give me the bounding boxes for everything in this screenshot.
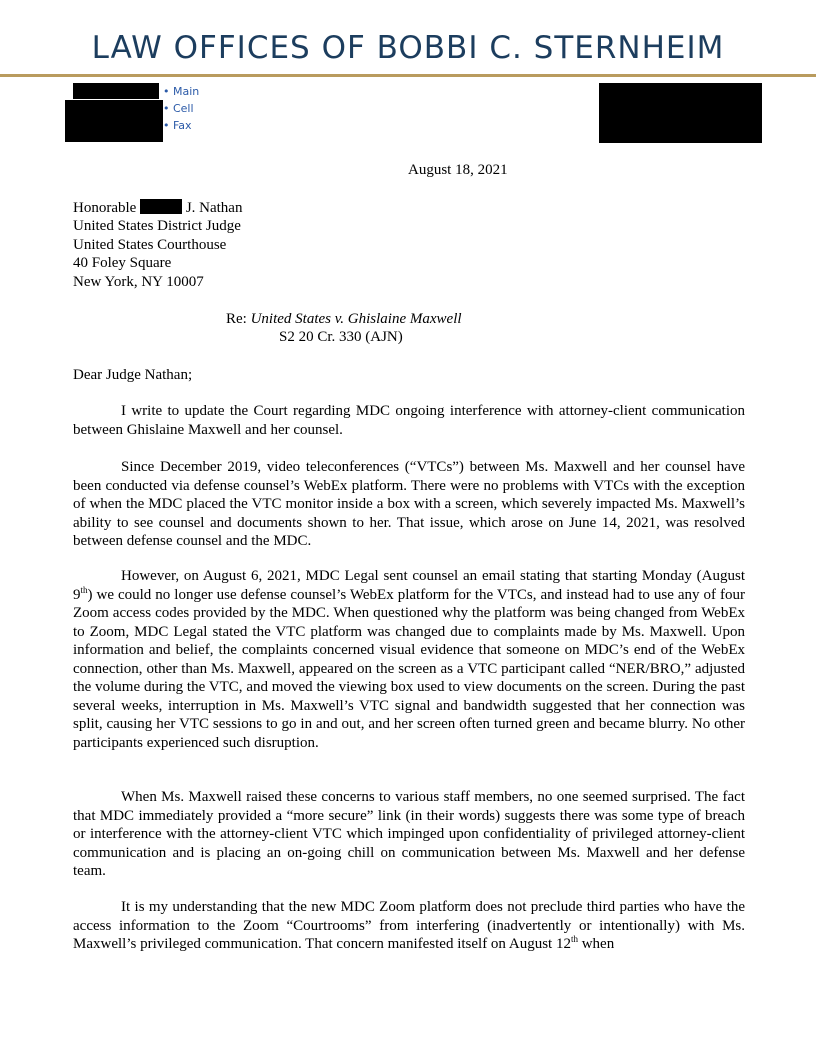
contact-label-cell: • Cell bbox=[163, 102, 194, 115]
recipient-line-3: United States Courthouse bbox=[73, 237, 227, 253]
re-case-number: S2 20 Cr. 330 (AJN) bbox=[279, 329, 403, 345]
recipient-judge-name: J. Nathan bbox=[185, 200, 243, 216]
recipient-honorific: Honorable bbox=[73, 200, 137, 216]
recipient-line-1 bbox=[73, 199, 242, 218]
contact-label-fax: • Fax bbox=[163, 119, 192, 132]
re-case-name: United States v. Ghislaine Maxwell bbox=[250, 311, 462, 327]
paragraph-5-part-a: It is my understanding that the new MDC Zoom platform does not preclude third parties who have the access information to the Zoom “Courtrooms” from interfering (inadvertently or intentionally) with Ms. Maxwell’s privileged communication. That concern manifested itself on August 12 bbox=[73, 899, 745, 952]
letterhead-divider bbox=[0, 74, 816, 77]
paragraph-3-superscript: th bbox=[80, 584, 88, 595]
recipient-line-2: United States District Judge bbox=[73, 218, 241, 234]
paragraph-3-part-a: However, on August 6, 2021, MDC Legal sent counsel an email stating that starting Monday (August 9 bbox=[73, 568, 745, 603]
letter-date: August 18, 2021 bbox=[408, 162, 508, 178]
paragraph-5-part-b: when bbox=[577, 936, 615, 952]
recipient-line-5: New York, NY 10007 bbox=[73, 274, 204, 290]
redacted-address-block bbox=[599, 83, 762, 143]
re-label: Re: bbox=[226, 311, 247, 327]
redacted-phone-cell-fax bbox=[65, 100, 163, 142]
letterhead-firm-name: LAW OFFICES OF BOBBI C. STERNHEIM bbox=[91, 30, 725, 66]
paragraph-2: Since December 2019, video teleconferences (“VTCs”) between Ms. Maxwell and her counsel have been conducted via defense counsel’s WebEx platform. There were no problems with VTCs with the exception of when the MDC placed the VTC monitor inside a box with a screen, which severely impacted Ms. Maxwell’s ability to see counsel and documents shown to her. That issue, which arose on June 14, 2021, was resolved between defense counsel and the MDC. bbox=[73, 459, 745, 549]
re-line bbox=[226, 310, 462, 329]
paragraph-3-part-b: ) we could no longer use defense counsel’s WebEx platform for the VTCs, and instead had to use any of four Zoom access codes provided by the MDC. When questioned why the platform was being changed from WebEx to Zoom, MDC Legal stated the VTC platform was changed due to complaints made by Ms. Maxwell. Upon information and belief, the complaints concerned visual evidence that someone on MDC’s end of the WebEx connection, other than Ms. Maxwell, appeared on the screen as a VTC participant called “NER/BRO,” adjusted the volume during the VTC, and moved the viewing box used to view documents on the screen. During the past several weeks, interruption in Ms. Maxwell’s VTC signal and bandwidth suggested that her connection was split, causing her VTC sessions to go in and out, and her screen often turned green and became blurry. No other participants experienced such disruption. bbox=[73, 586, 745, 751]
recipient-line-4: 40 Foley Square bbox=[73, 255, 172, 271]
redacted-phone-main bbox=[73, 83, 159, 99]
paragraph-1: I write to update the Court regarding MDC ongoing interference with attorney-client communication between Ghislaine Maxwell and her counsel. bbox=[73, 403, 745, 438]
paragraph-3 bbox=[73, 567, 745, 752]
paragraph-4: When Ms. Maxwell raised these concerns to various staff members, no one seemed surprised. The fact that MDC immediately provided a “more secure” link (in their words) suggests there was some type of breach or interference with the attorney-client VTC which impinged upon confidentiality of privileged attorney-client communication and is placing an on-going chill on communication between Ms. Maxwell and her defense team. bbox=[73, 789, 745, 879]
contact-label-main: • Main bbox=[163, 85, 200, 98]
redacted-judge-first-name bbox=[140, 199, 182, 214]
paragraph-5-superscript: th bbox=[570, 934, 578, 944]
paragraph-5 bbox=[73, 898, 745, 954]
salutation: Dear Judge Nathan; bbox=[73, 367, 193, 383]
